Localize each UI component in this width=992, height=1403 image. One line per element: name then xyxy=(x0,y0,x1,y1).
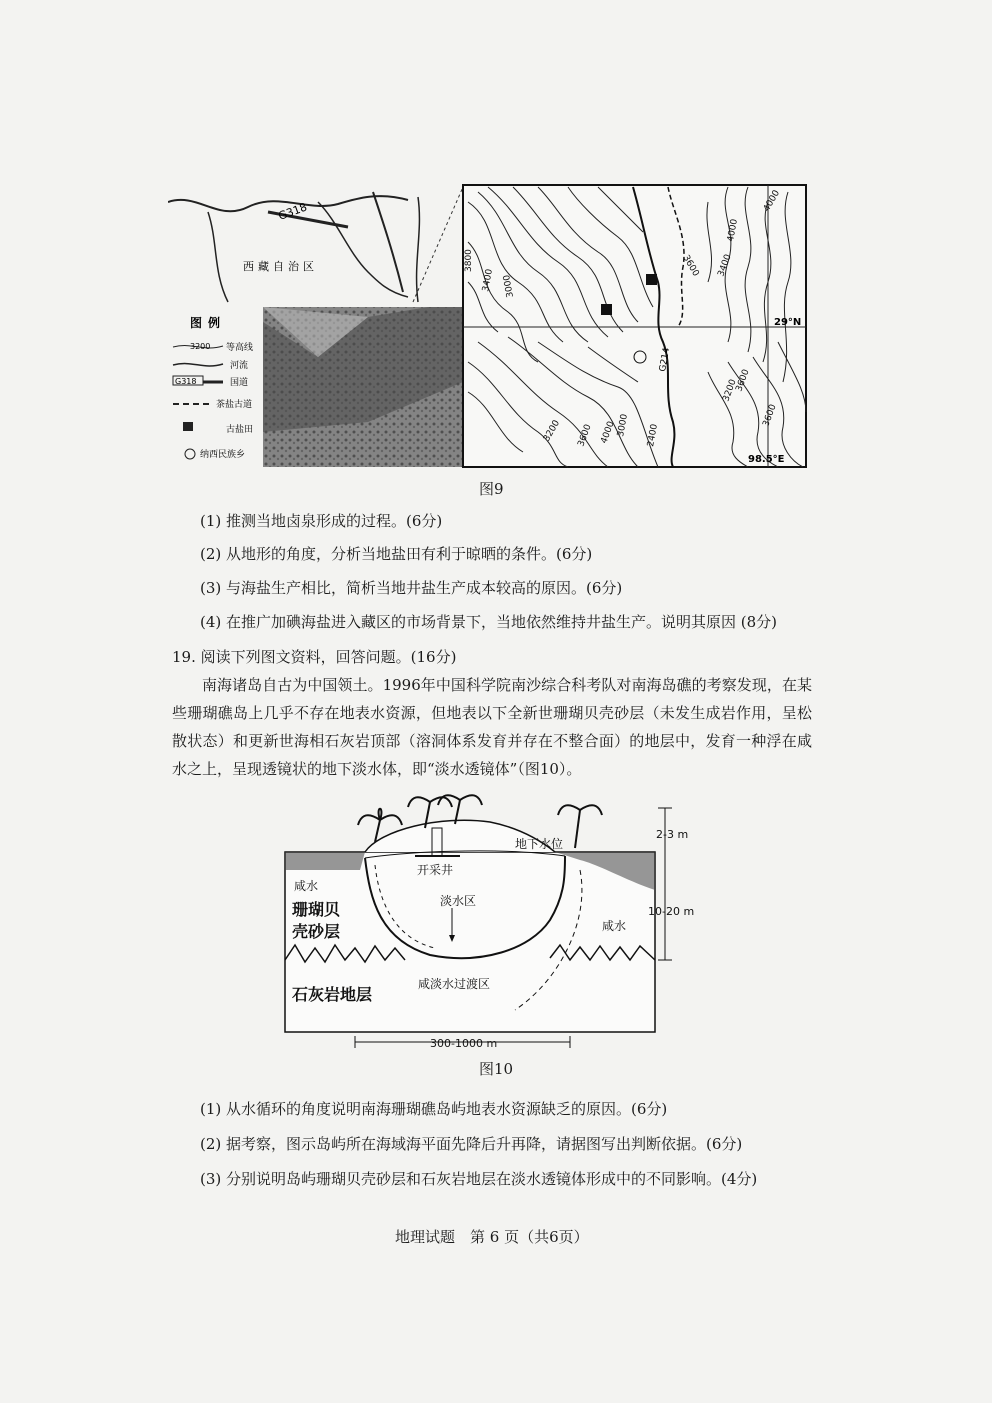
legend-contour-label: 等高线 xyxy=(226,343,254,353)
longitude-label: 98.5°E xyxy=(748,454,785,465)
contour-label: 3600 xyxy=(576,423,594,449)
legend-saltfield-label: 古盐田 xyxy=(226,425,254,435)
contour-label: 3200 xyxy=(721,378,739,404)
freshwater-label: 淡水区 xyxy=(440,894,477,908)
legend xyxy=(173,315,253,460)
legend-township-label: 纳西民族乡 xyxy=(200,450,246,460)
contour-label: 3400 xyxy=(481,268,495,293)
road-g214-label: G214 xyxy=(658,346,673,373)
transition-zone-label: 咸淡水过渡区 xyxy=(418,977,491,991)
contour-label: 3600 xyxy=(680,253,701,279)
question-19-paragraph: 南海诸岛自古为中国领土。1996年中国科学院南沙综合科考队对南海岛礁的考察发现，在某些珊瑚礁岛上几乎不存在地表水资源，但地表以下全新世珊瑚贝壳砂层（未发生成岩作用，呈松散状态）和更新世海相石灰岩顶部（溶洞体系发育并存在不整合面）的地层中，发育一种浮在咸水之上，呈现透镜状的地下淡水体，即“淡水透镜体”（图10）。 xyxy=(172,676,812,778)
legend-road-symbol: G318 xyxy=(175,377,197,386)
water-table-label: 地下水位 xyxy=(515,837,564,851)
legend-title: 图例 xyxy=(190,316,227,330)
contour-label: 3600 xyxy=(734,368,752,394)
salt-field-marker-2 xyxy=(646,274,657,285)
question-18-2: (2) 从地形的角度，分析当地盐田有利于晾晒的条件。(6分) xyxy=(200,545,593,563)
saltwater-left-label: 咸水 xyxy=(294,879,319,893)
limestone-label: 石灰岩地层 xyxy=(292,985,373,1004)
contour-label: 4000 xyxy=(599,420,617,446)
well-label: 开采井 xyxy=(417,863,454,877)
contour-label: 3400 xyxy=(716,253,734,279)
contour-label: 3200 xyxy=(541,418,563,444)
dim-width-label: 300-1000 m xyxy=(430,1037,498,1050)
saltwater-right-label: 咸水 xyxy=(602,919,627,933)
contour-label: 4000 xyxy=(726,218,740,243)
contour-label: 3600 xyxy=(761,403,779,429)
coral-layer-label-2: 壳砂层 xyxy=(292,922,341,941)
contour-label: 3000 xyxy=(502,273,516,299)
naxi-township-icon xyxy=(185,449,195,459)
question-18-3: (3) 与海盐生产相比，简析当地井盐生产成本较高的原因。(6分) xyxy=(200,579,623,597)
coral-layer-label-1: 珊瑚贝 xyxy=(292,900,341,919)
terrain-photo xyxy=(263,307,463,467)
figure-10 xyxy=(280,790,700,1055)
question-19-1: (1) 从水循环的角度说明南海珊瑚礁岛屿地表水资源缺乏的原因。(6分) xyxy=(200,1100,668,1118)
salt-field-marker-1 xyxy=(601,304,612,315)
figure-10-caption: 图10 xyxy=(479,1060,514,1078)
question-18-4: (4) 在推广加碘海盐进入藏区的市场背景下，当地依然维持井盐生产。说明其原因 (8分) xyxy=(200,613,778,631)
figure-9 xyxy=(168,182,808,470)
legend-road-label: 国道 xyxy=(230,378,249,388)
contour-label: 4000 xyxy=(761,188,783,214)
question-19-heading: 19. 阅读下列图文资料，回答问题。(16分) xyxy=(172,648,457,666)
question-19-3: (3) 分别说明岛屿珊瑚贝壳砂层和石灰岩地层在淡水透镜体形成中的不同影响。(4分) xyxy=(200,1170,758,1188)
overview-road-label: G318 xyxy=(276,200,309,223)
legend-river-label: 河流 xyxy=(230,361,249,371)
page-footer: 地理试题 第 6 页（共6页） xyxy=(395,1228,589,1246)
latitude-label: 29°N xyxy=(774,317,802,328)
contour-label: 3800 xyxy=(464,249,474,272)
overview-region-label: 西藏自治区 xyxy=(243,260,318,273)
dim-side-label: 10-20 m xyxy=(648,905,695,918)
contour-map xyxy=(463,185,806,467)
salt-field-icon xyxy=(183,422,193,431)
overview-map xyxy=(168,187,463,302)
legend-trail-label: 茶盐古道 xyxy=(216,400,253,410)
question-18-1: (1) 推测当地卤泉形成的过程。(6分) xyxy=(200,512,443,530)
contour-label: 3000 xyxy=(616,413,630,438)
legend-contour-value: 3200 xyxy=(190,342,211,351)
dim-top-label: 2-3 m xyxy=(656,828,689,841)
question-19-2: (2) 据考察，图示岛屿所在海域海平面先降后升再降，请据图写出判断依据。(6分) xyxy=(200,1135,743,1153)
figure-9-caption: 图9 xyxy=(479,480,504,498)
contour-label: 2400 xyxy=(646,423,660,448)
